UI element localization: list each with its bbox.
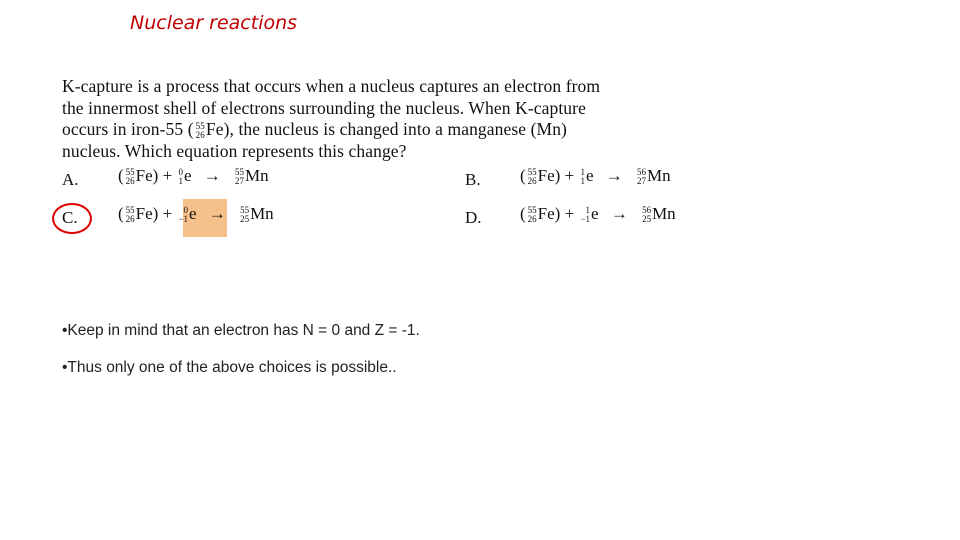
question-line-1: K-capture is a process that occurs when a nucleus captures an electron from — [62, 76, 601, 96]
mass-number: 55 — [234, 167, 244, 178]
choice-c-letter: C. — [62, 208, 78, 227]
fe-symbol: Fe) — [135, 166, 159, 185]
atomic-number: −1 — [580, 214, 591, 225]
question-text — [62, 76, 732, 162]
mn-nuclide — [240, 206, 249, 224]
mass-number: 56 — [642, 205, 652, 216]
choice-b-letter: B. — [465, 170, 481, 189]
fe-nuclide — [126, 206, 135, 224]
electron-nuclide — [580, 168, 585, 186]
electron-symbol: e — [585, 166, 594, 185]
fe-symbol: Fe) — [537, 166, 561, 185]
atomic-number: 25 — [642, 214, 652, 225]
atomic-number: 27 — [636, 176, 646, 187]
atomic-number: 1 — [178, 176, 183, 187]
question-line-2: the innermost shell of electrons surrounding the nucleus. When K-capture — [62, 97, 586, 118]
atomic-number: 26 — [125, 176, 135, 187]
mass-number: 55 — [240, 205, 250, 216]
electron-nuclide — [178, 168, 183, 186]
electron-nuclide — [178, 206, 188, 224]
bullet-electron-info: •Keep in mind that an electron has N = 0 and Z = -1. — [62, 322, 420, 339]
plus-sign: + — [162, 204, 173, 223]
fe-nuclide — [126, 168, 135, 186]
atomic-number: 25 — [240, 214, 250, 225]
reaction-arrow: → — [208, 204, 226, 223]
electron-symbol: e — [591, 204, 599, 223]
mn-nuclide — [637, 168, 646, 186]
atomic-number: 1 — [580, 176, 585, 187]
iron-isotope-notation — [196, 122, 205, 140]
slide-title: Nuclear reactions — [130, 12, 298, 34]
iron-mass-number: 55 — [195, 120, 205, 131]
mass-number: 0 — [183, 205, 189, 216]
reaction-arrow: → — [203, 166, 221, 185]
bullet-conclusion: •Thus only one of the above choices is possible.. — [62, 359, 397, 376]
mass-number: 55 — [125, 167, 135, 178]
choice-d-letter: D. — [465, 208, 482, 227]
choice-d-equation — [520, 204, 676, 224]
fe-nuclide — [528, 206, 537, 224]
question-line-3 — [62, 119, 732, 141]
iron-atomic-number: 26 — [195, 129, 205, 140]
mass-number: 55 — [527, 167, 537, 178]
atomic-number: 27 — [234, 176, 244, 187]
atomic-number: −1 — [178, 214, 189, 225]
electron-nuclide — [580, 206, 590, 224]
fe-symbol: Fe) — [135, 204, 159, 223]
question-line-3-post: ), the nucleus is changed into a manganese (Mn) — [223, 119, 567, 139]
electron-symbol: e — [183, 166, 192, 185]
plus-sign: + — [564, 166, 575, 185]
reaction-arrow: → — [605, 166, 623, 185]
reaction-arrow: → — [610, 204, 628, 223]
iron-symbol: Fe — [205, 119, 224, 139]
atomic-number: 26 — [527, 176, 537, 187]
open-paren: ( — [520, 166, 526, 185]
mass-number: 1 — [580, 167, 585, 178]
plus-sign: + — [162, 166, 173, 185]
mass-number: 56 — [636, 167, 646, 178]
choice-a-equation — [118, 166, 269, 186]
plus-sign: + — [564, 204, 575, 223]
question-line-4: nucleus. Which equation represents this change? — [62, 140, 407, 161]
open-paren: ( — [118, 204, 124, 223]
open-paren: ( — [118, 166, 124, 185]
mn-nuclide — [642, 206, 651, 224]
choice-a-letter: A. — [62, 170, 79, 189]
fe-symbol: Fe) — [537, 204, 561, 223]
mn-nuclide — [235, 168, 244, 186]
fe-nuclide — [528, 168, 537, 186]
choice-c-equation — [118, 204, 274, 224]
mn-symbol: Mn — [244, 166, 269, 185]
mass-number: 0 — [178, 167, 183, 178]
mn-symbol: Mn — [646, 166, 671, 185]
electron-symbol: e — [189, 204, 197, 223]
atomic-number: 26 — [527, 214, 537, 225]
question-line-3-pre: occurs in iron-55 ( — [62, 119, 194, 139]
mn-symbol: Mn — [250, 204, 274, 223]
open-paren: ( — [520, 204, 526, 223]
mass-number: 1 — [585, 205, 591, 216]
mass-number: 55 — [125, 205, 135, 216]
mn-symbol: Mn — [652, 204, 676, 223]
mass-number: 55 — [527, 205, 537, 216]
atomic-number: 26 — [125, 214, 135, 225]
choice-b-equation — [520, 166, 671, 186]
